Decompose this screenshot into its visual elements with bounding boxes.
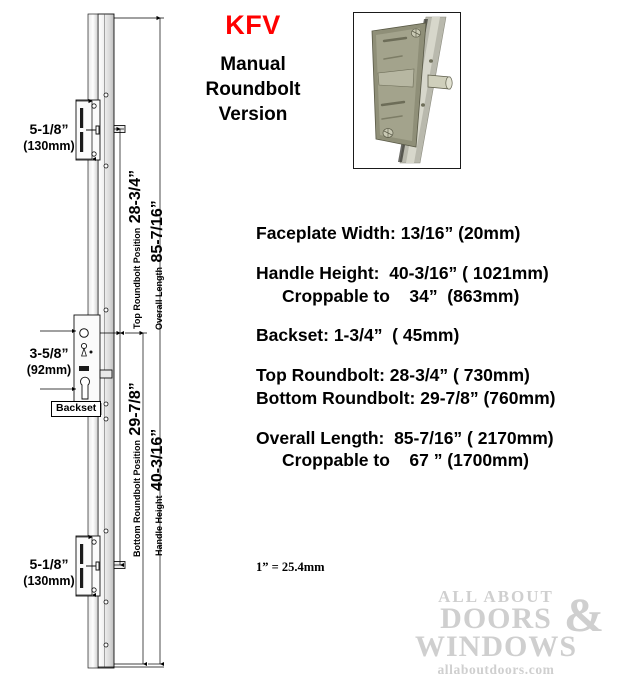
- dimension-metric: (92mm): [26, 362, 72, 377]
- dimension-metric: (130mm): [23, 573, 75, 588]
- spec-line: Croppable to 67 ” (1700mm): [282, 450, 530, 471]
- dimension-mid-left: [6, 345, 92, 378]
- dimension-top-roundbolt-position: [128, 170, 144, 329]
- watermark-line-windows: WINDOWS: [414, 629, 578, 663]
- spec-line: Overall Length: 85-7/16” ( 2170mm): [256, 427, 554, 448]
- specifications-list: [256, 222, 628, 489]
- brand-title: KFV: [225, 10, 281, 40]
- spec-backset: [256, 324, 628, 347]
- product-subtitle: [183, 52, 323, 127]
- dimension-value: 5-1/8”: [29, 556, 69, 572]
- dimension-handle-height: [150, 429, 166, 556]
- lock-photo-illustration: [354, 13, 458, 166]
- watermark-website: allaboutdoors.com: [437, 662, 555, 678]
- backset-callout-label: Backset: [51, 401, 101, 417]
- watermark-line-doors: DOORS: [440, 602, 552, 635]
- dimension-value: 40-3/16”: [149, 428, 166, 492]
- product-photo: [353, 12, 461, 169]
- product-subtitle-line: Roundbolt: [205, 79, 301, 101]
- spec-handle-height: [256, 262, 628, 308]
- dimension-label: Bottom Roundbolt Position: [132, 440, 142, 557]
- spec-line: Faceplate Width: 13/16” (20mm): [256, 223, 521, 243]
- spec-faceplate-width: [256, 222, 628, 245]
- dimension-bottom-roundbolt-position: [128, 382, 144, 557]
- watermark-line-all-about: ALL ABOUT: [438, 587, 554, 606]
- spec-overall-length: [256, 427, 628, 473]
- dimension-value: 85-7/16”: [149, 200, 166, 263]
- product-subtitle-line: Manual: [220, 54, 286, 75]
- dimension-value: 28-3/4”: [127, 169, 144, 224]
- product-subtitle-line: Version: [218, 104, 288, 126]
- dimension-value: 29-7/8”: [127, 382, 144, 436]
- dimension-bottom-left: [6, 556, 92, 589]
- spec-line: Handle Height: 40-3/16” ( 1021mm): [256, 262, 549, 283]
- dimension-label: Handle Height: [154, 495, 164, 556]
- spec-roundbolt-positions: [256, 364, 628, 410]
- spec-line: Top Roundbolt: 28-3/4” ( 730mm): [256, 365, 530, 385]
- dimension-metric: (130mm): [23, 138, 75, 153]
- company-watermark: [370, 588, 622, 678]
- dimension-top-left: [6, 121, 92, 154]
- dimension-value: 3-5/8”: [29, 345, 69, 361]
- dimension-overall-length: [150, 200, 166, 330]
- spec-line: Backset: 1-3/4” ( 45mm): [256, 325, 460, 346]
- watermark-ampersand: &: [564, 589, 604, 642]
- scale-conversion-note: 1” = 25.4mm: [256, 560, 325, 574]
- spec-line: Croppable to 34” (863mm): [282, 285, 520, 306]
- dimension-value: 5-1/8”: [29, 121, 69, 137]
- dimension-label: Top Roundbolt Position: [132, 227, 142, 329]
- spec-line: Bottom Roundbolt: 29-7/8” (760mm): [256, 387, 556, 408]
- dimension-label: Overall Length: [154, 266, 164, 330]
